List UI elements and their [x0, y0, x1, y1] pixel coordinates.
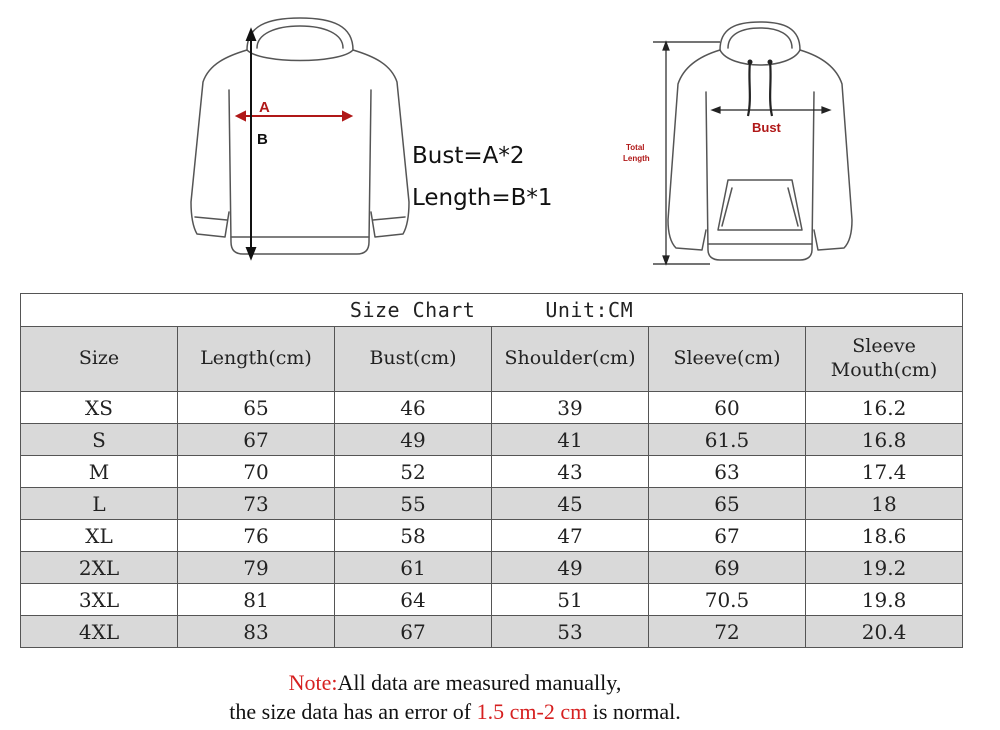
table-cell: 61.5	[649, 424, 806, 456]
table-cell: 70	[178, 456, 335, 488]
table-cell: 41	[492, 424, 649, 456]
table-cell: 72	[649, 616, 806, 648]
table-cell: 70.5	[649, 584, 806, 616]
header-size: Size	[21, 327, 178, 392]
table-cell: 79	[178, 552, 335, 584]
table-body	[21, 392, 963, 648]
table-cell: 43	[492, 456, 649, 488]
size-chart-table	[20, 293, 963, 648]
table-cell: 83	[178, 616, 335, 648]
table-cell: 67	[335, 616, 492, 648]
table-cell: M	[21, 456, 178, 488]
table-cell: 19.8	[806, 584, 963, 616]
table-cell: 58	[335, 520, 492, 552]
note-text-2-pre: the size data has an error of	[229, 699, 477, 724]
table-cell: 4XL	[21, 616, 178, 648]
table-row	[21, 392, 963, 424]
chart-title: Size Chart	[349, 298, 476, 322]
table-cell: 76	[178, 520, 335, 552]
table-row	[21, 488, 963, 520]
table-cell: 55	[335, 488, 492, 520]
table-cell: XS	[21, 392, 178, 424]
table-cell: L	[21, 488, 178, 520]
table-cell: S	[21, 424, 178, 456]
header-sleeve-mouth	[806, 327, 963, 392]
table-row	[21, 520, 963, 552]
table-row	[21, 456, 963, 488]
table-cell: 51	[492, 584, 649, 616]
table-cell: 63	[649, 456, 806, 488]
table-cell: 65	[178, 392, 335, 424]
header-shoulder: Shoulder(cm)	[492, 327, 649, 392]
table-cell: 81	[178, 584, 335, 616]
table-cell: 47	[492, 520, 649, 552]
table-cell: 46	[335, 392, 492, 424]
table-row	[21, 424, 963, 456]
table-row	[21, 584, 963, 616]
table-cell: 17.4	[806, 456, 963, 488]
hoodie-back-diagram	[185, 12, 415, 267]
table-cell: 2XL	[21, 552, 178, 584]
header-bust: Bust(cm)	[335, 327, 492, 392]
note-line-1	[0, 670, 910, 696]
table-cell: 73	[178, 488, 335, 520]
table-cell: 45	[492, 488, 649, 520]
header-sleeve: Sleeve(cm)	[649, 327, 806, 392]
table-cell: 18	[806, 488, 963, 520]
header-length: Length(cm)	[178, 327, 335, 392]
header-sleeve-mouth-line1: Sleeve	[852, 335, 916, 358]
table-cell: 16.2	[806, 392, 963, 424]
table-cell: 64	[335, 584, 492, 616]
table-cell: 49	[335, 424, 492, 456]
table-title-row	[21, 294, 963, 327]
table-cell: 20.4	[806, 616, 963, 648]
table-cell: 49	[492, 552, 649, 584]
table-cell: 3XL	[21, 584, 178, 616]
table-cell: 19.2	[806, 552, 963, 584]
table-cell: 69	[649, 552, 806, 584]
header-sleeve-mouth-line2: Mouth(cm)	[830, 359, 938, 381]
table-cell: 39	[492, 392, 649, 424]
table-cell: 61	[335, 552, 492, 584]
table-cell: 52	[335, 456, 492, 488]
table-title	[21, 294, 963, 327]
note-line-2	[0, 699, 910, 725]
note-label: Note:	[288, 670, 338, 695]
label-total-length-line1: Total	[626, 143, 645, 152]
table-cell: 18.6	[806, 520, 963, 552]
table-cell: 60	[649, 392, 806, 424]
table-cell: 65	[649, 488, 806, 520]
label-total-length-line2: Length	[623, 154, 650, 163]
formula-length: Length=B*1	[412, 185, 553, 211]
label-b: B	[257, 131, 268, 148]
table-row	[21, 616, 963, 648]
table-cell: 67	[649, 520, 806, 552]
note-text-1: All data are measured manually,	[337, 670, 622, 695]
chart-unit: Unit:CM	[545, 298, 634, 322]
label-a: A	[259, 99, 270, 116]
table-cell: 16.8	[806, 424, 963, 456]
table-row	[21, 552, 963, 584]
table-header-row	[21, 327, 963, 392]
note-error-range: 1.5 cm-2 cm	[476, 699, 588, 724]
table-cell: 53	[492, 616, 649, 648]
table-cell: 67	[178, 424, 335, 456]
table-cell: XL	[21, 520, 178, 552]
label-bust: Bust	[752, 120, 781, 135]
formula-bust: Bust=A*2	[412, 143, 525, 169]
note-text-2-post: is normal.	[587, 699, 681, 724]
hoodie-front-diagram	[610, 20, 885, 270]
